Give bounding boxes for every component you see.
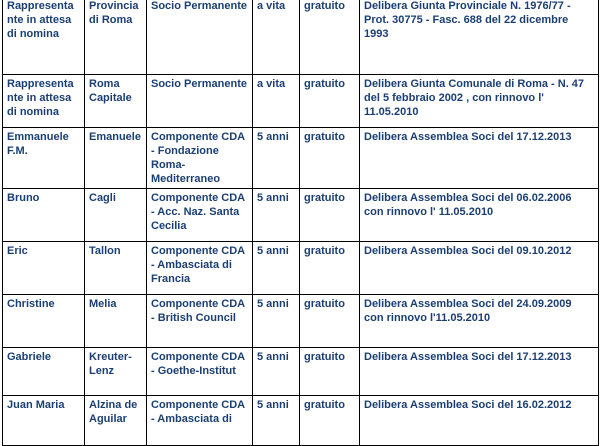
cell-fee: gratuito (300, 242, 360, 295)
members-table (2, 0, 599, 446)
cell-duration: 5 anni (253, 189, 300, 242)
cell-role: Componente CDA - British Council (147, 295, 253, 348)
cell-duration: a vita (253, 0, 300, 75)
cell-surname: Alzina de Aguilar (85, 396, 147, 446)
cell-surname: Provincia di Roma (85, 0, 147, 75)
cell-fee: gratuito (300, 295, 360, 348)
cell-name: Eric (3, 242, 85, 295)
cell-surname: Cagli (85, 189, 147, 242)
cell-name: Rappresentante in attesa di nomina (3, 0, 85, 75)
cell-act: Delibera Assemblea Soci del 09.10.2012 (360, 242, 599, 295)
cell-surname: Emanuele (85, 128, 147, 189)
cell-fee: gratuito (300, 75, 360, 128)
cell-act: Delibera Assemblea Soci del 24.09.2009 con rinnovo l'11.05.2010 (360, 295, 599, 348)
cell-act: Delibera Assemblea Soci del 16.02.2012 (360, 396, 599, 446)
cell-duration: a vita (253, 75, 300, 128)
cell-fee: gratuito (300, 348, 360, 396)
cell-duration: 5 anni (253, 128, 300, 189)
cell-duration: 5 anni (253, 242, 300, 295)
cell-duration: 5 anni (253, 396, 300, 446)
cell-act: Delibera Giunta Comunale di Roma - N. 47 del 5 febbraio 2002 , con rinnovo l' 11.05.2010 (360, 75, 599, 128)
table-row (3, 0, 599, 75)
cell-role: Componente CDA - Ambasciata di Francia (147, 242, 253, 295)
cell-surname: Tallon (85, 242, 147, 295)
cell-role: Componente CDA - Goethe-Institut (147, 348, 253, 396)
cell-surname: Kreuter-Lenz (85, 348, 147, 396)
cell-name: Bruno (3, 189, 85, 242)
cell-role: Componente CDA - Ambasciata di (147, 396, 253, 446)
cell-name: Emmanuele F.M. (3, 128, 85, 189)
table-row (3, 75, 599, 128)
table-row (3, 189, 599, 242)
cell-act: Delibera Giunta Provinciale N. 1976/77 - Prot. 30775 - Fasc. 688 del 22 dicembre 1993 (360, 0, 599, 75)
cell-role: Componente CDA - Acc. Naz. Santa Cecilia (147, 189, 253, 242)
cell-surname: Melia (85, 295, 147, 348)
cell-act: Delibera Assemblea Soci del 06.02.2006 con rinnovo l' 11.05.2010 (360, 189, 599, 242)
cell-role: Componente CDA - Fondazione Roma-Mediterraneo (147, 128, 253, 189)
cell-surname: Roma Capitale (85, 75, 147, 128)
cell-fee: gratuito (300, 0, 360, 75)
table-row (3, 295, 599, 348)
table-row (3, 128, 599, 189)
cell-name: Juan Maria (3, 396, 85, 446)
table-row (3, 348, 599, 396)
table-row (3, 242, 599, 295)
cell-duration: 5 anni (253, 348, 300, 396)
cell-act: Delibera Assemblea Soci del 17.12.2013 (360, 348, 599, 396)
cell-name: Christine (3, 295, 85, 348)
cell-fee: gratuito (300, 189, 360, 242)
cell-role: Socio Permanente (147, 0, 253, 75)
cell-name: Rappresentante in attesa di nomina (3, 75, 85, 128)
cell-duration: 5 anni (253, 295, 300, 348)
table-row (3, 396, 599, 446)
cell-fee: gratuito (300, 128, 360, 189)
cell-role: Socio Permanente (147, 75, 253, 128)
cell-fee: gratuito (300, 396, 360, 446)
cell-act: Delibera Assemblea Soci del 17.12.2013 (360, 128, 599, 189)
cell-name: Gabriele (3, 348, 85, 396)
